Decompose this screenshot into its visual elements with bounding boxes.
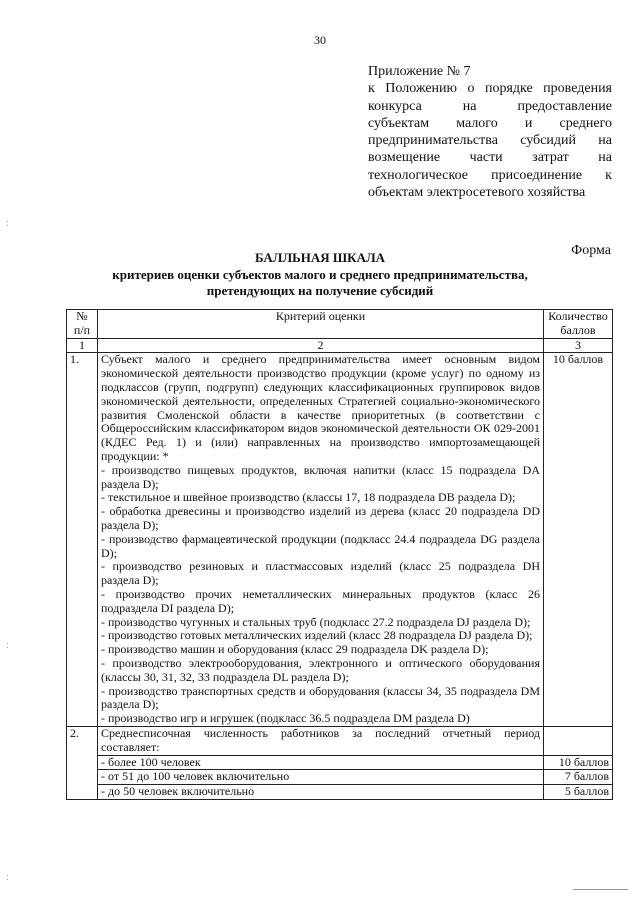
header-num [67, 310, 98, 339]
points-cell-empty [544, 726, 613, 755]
appendix-line: субъектам малого и среднего [368, 115, 612, 131]
margin-mark: : [6, 640, 9, 651]
margin-mark: : [6, 218, 9, 229]
header-points-line: баллов [560, 322, 596, 337]
page-number: 30 [314, 33, 326, 47]
row-number: 1. [67, 353, 98, 727]
list-item: - производство электрооборудования, электронного и оптического оборудования (классы 30, 31, 32, 33 подраздела DL раздела D); [101, 655, 540, 684]
list-item: - производство резиновых и пластмассовых изделий (класс 25 подраздела DH раздела D); [101, 559, 540, 588]
appendix-line: объектам электросетевого хозяйства [368, 185, 586, 201]
criterion-intro: Субъект малого и среднего предпринимательства имеет основным видом экономической деятельности производство продукции (кроме услуг) по одному из подклассов (групп, подгрупп) следующих классификационных группировок видов экономической деятельности, определенных Стратегией социально-экономического развития Смоленской области в качестве приоритетных (в соответствии с Общероссийским классификатором видов экономической деятельности ОК 029-2001 (КДЕС Ред. 1) и (или) направленных на производство импортозамещающей продукции: * [101, 352, 540, 463]
appendix-line: технологическое присоединение к [368, 167, 612, 183]
list-item: - производство пищевых продуктов, включая напитки (класс 15 подраздела DA раздела D); [101, 462, 540, 491]
subrow-label: - до 50 человек включительно [98, 785, 544, 800]
header-num-line: № [76, 309, 88, 323]
header-criterion: Критерий оценки [98, 310, 544, 339]
list-item: - производство игр и игрушек (подкласс 36.5 подраздела DM раздела D) [101, 711, 470, 726]
subrow-label: - более 100 человек [98, 755, 544, 770]
appendix-line: возмещение части затрат на [368, 150, 612, 166]
margin-mark: : [6, 872, 9, 883]
criterion-cell: Среднесписочная численность работников за последний отчетный период составляет: [98, 726, 544, 755]
appendix-line: к Положению о порядке проведения [368, 81, 612, 97]
row-number: 2. [67, 726, 98, 799]
header-num-line: п/п [73, 322, 91, 337]
table-row [67, 726, 613, 755]
appendix-block [368, 63, 612, 201]
form-label: Форма [571, 243, 611, 258]
heading-subtitle: претендующих на получение субсидий [206, 283, 434, 298]
col-number: 1 [67, 338, 98, 353]
list-item: - обработка древесины и производство изделий из дерева (класс 20 подраздела DD раздела D); [101, 504, 540, 532]
criteria-table [66, 309, 613, 800]
header-points-line: Количество [548, 309, 608, 323]
appendix-title: Приложение № 7 [368, 64, 471, 79]
criterion-cell [98, 353, 544, 727]
table-header-row [67, 310, 613, 339]
subrow-points: 7 баллов [544, 770, 613, 785]
table-row [67, 770, 613, 785]
column-number-row [67, 338, 613, 353]
heading-title: БАЛЛЬНАЯ ШКАЛА [254, 250, 386, 265]
list-item: - производство транспортных средств и оборудования (классы 34, 35 подраздела DM раздела D); [101, 683, 540, 712]
heading-subtitle: критериев оценки субъектов малого и среднего предпринимательства, [112, 267, 528, 282]
list-item: - производство машин и оборудования (класс 29 подраздела DK раздела D); [101, 642, 489, 657]
appendix-line: предпринимательства субсидий на [368, 133, 612, 149]
list-item: - производство прочих неметаллических минеральных продуктов (класс 26 подраздела DI раздела D); [101, 586, 540, 615]
footer-rule [573, 889, 628, 890]
subrow-label: - от 51 до 100 человек включительно [98, 770, 544, 785]
list-item: - производство фармацевтической продукции (подкласс 24.4 подраздела DG раздела D); [101, 531, 540, 560]
appendix-line: конкурса на предоставление [368, 98, 612, 114]
table-row [67, 785, 613, 800]
subrow-points: 10 баллов [544, 755, 613, 770]
subrow-points: 5 баллов [544, 785, 613, 800]
list-item: - производство чугунных и стальных труб (подкласс 27.2 подраздела DJ раздела D); [101, 614, 531, 629]
col-number: 2 [98, 338, 544, 353]
list-item: - текстильное и швейное производство (классы 17, 18 подраздела DB раздела D); [101, 490, 516, 505]
points-cell: 10 баллов [544, 353, 613, 727]
col-number: 3 [544, 338, 613, 353]
table-row [67, 755, 613, 770]
table-row [67, 353, 613, 727]
header-points [544, 310, 613, 339]
list-item: - производство готовых металлических изделий (класс 28 подраздела DJ раздела D); [101, 628, 533, 643]
